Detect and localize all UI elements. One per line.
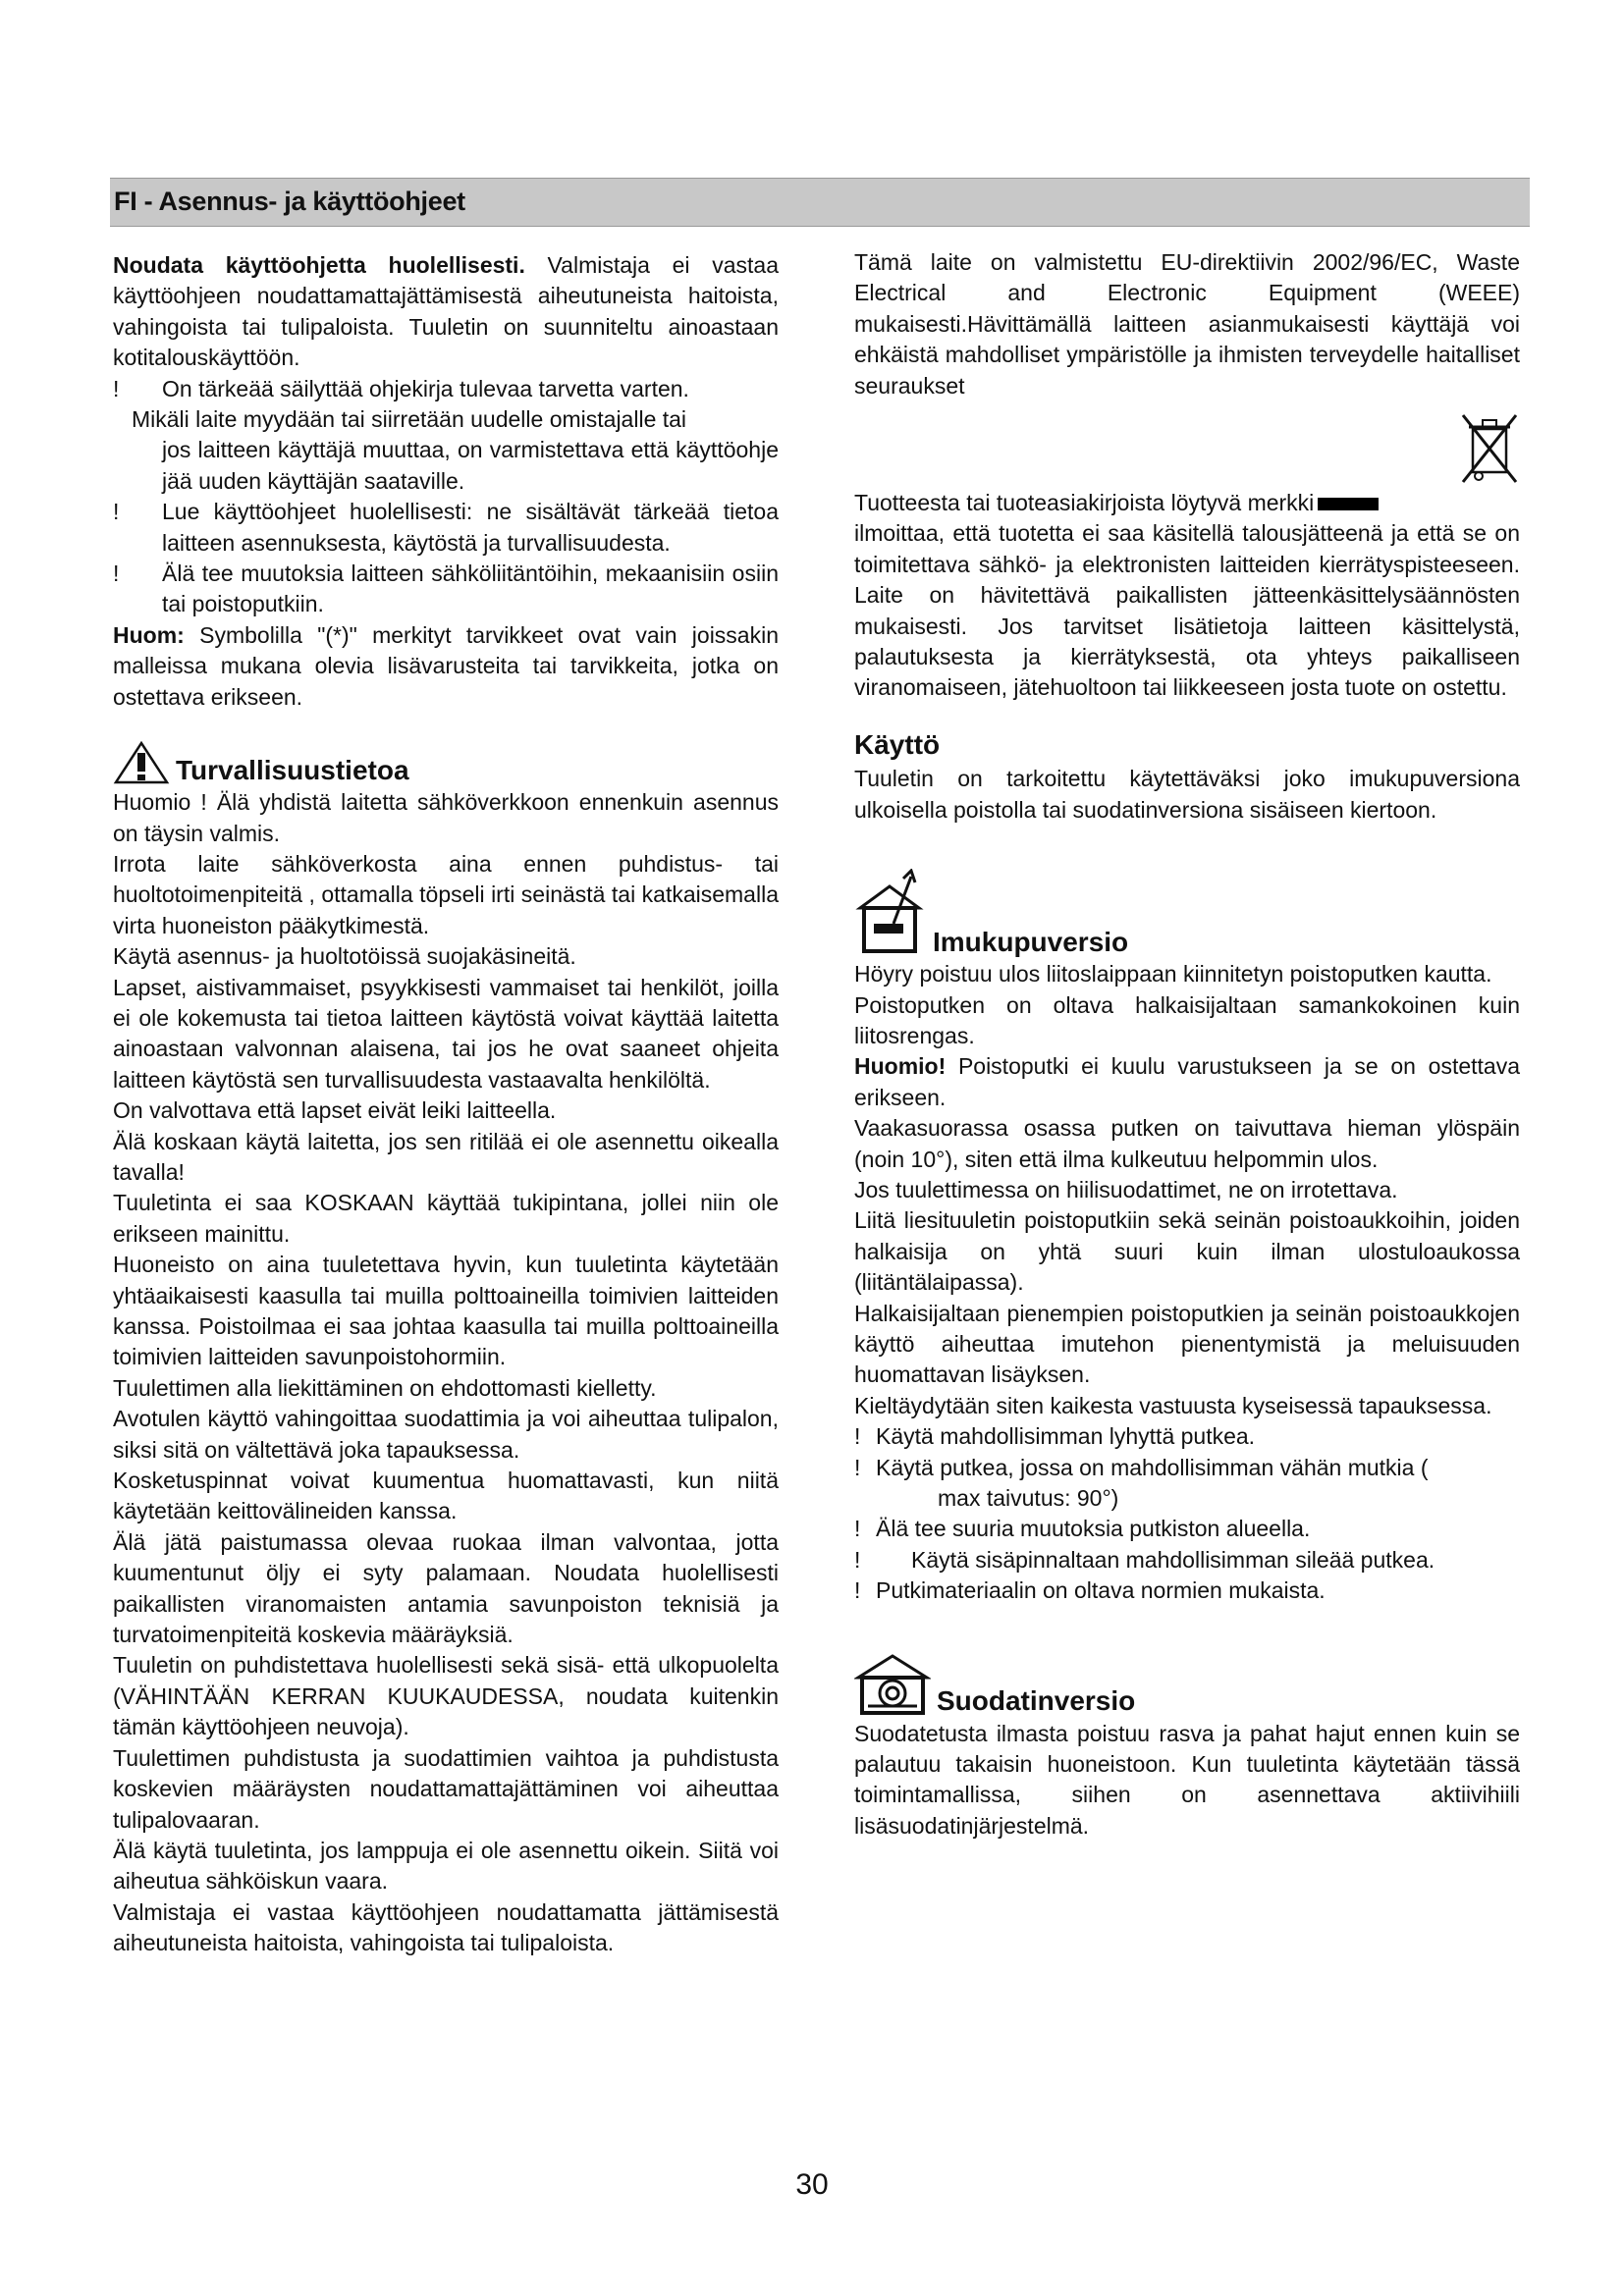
- imu-heading: [854, 869, 1520, 957]
- imu-bullet-text: Käytä mahdollisimman lyhyttä putkea.: [876, 1423, 1256, 1450]
- safety-paragraphs: [113, 787, 779, 1958]
- safety-paragraph: Kosketuspinnat voivat kuumentua huomattavasti, kun niitä käytetään keittovälineiden kanssa.: [113, 1468, 779, 1524]
- imu-bullet: [854, 1545, 1520, 1575]
- imu-bullet-text: Käytä putkea, jossa on mahdollisimman vähän mutkia (: [876, 1454, 1429, 1480]
- black-bar-symbol: [1318, 498, 1379, 510]
- imu-paragraph: Vaakasuorassa osassa putken on taivuttava hieman ylöspäin (noin 10°), siten että ilma kulkeutuu helpommin ulos.: [854, 1115, 1520, 1172]
- warning-triangle-icon: [113, 740, 170, 785]
- bullet-mark: !: [113, 375, 120, 401]
- imu-bullet-text: Käytä sisäpinnaltaan mahdollisimman sileää putkea.: [911, 1546, 1435, 1573]
- bullet-mark: !: [113, 561, 120, 587]
- safety-heading: [113, 740, 779, 785]
- kaytto-paragraph: Tuuletin on tarkoitettu käytettäväksi joko imukupuversiona ulkoisella poistolla tai suodatinversiona sisäiseen kiertoon.: [854, 766, 1520, 823]
- weee-paragraph: Tämä laite on valmistettu EU-direktiivin 2002/96/EC, Waste Electrical and Electronic Equipment (WEEE) mukaisesti.Hävittämällä laitteen asianmukaisesti käyttäjä voi ehkäistä mahdolliset ympäristölle ja ihmisten terveydelle haitalliset seuraukset: [854, 249, 1520, 399]
- imu-title: Imukupuversio: [933, 926, 1129, 957]
- intro-bold: Noudata käyttöohjetta huolellisesti.: [113, 252, 525, 278]
- bullet-mark: !: [854, 1577, 861, 1604]
- note-text: Symbolilla "(*)" merkityt tarvikkeet ovat vain joissakin malleissa mukana olevia lisävarusteita tai tarvikkeita, jotka on ostettava erikseen.: [113, 621, 779, 710]
- imu-bullet: [854, 1514, 1520, 1544]
- safety-paragraph: Tuuletin on puhdistettava huolellisesti sekä sisä- että ulkopuolelta (VÄHINTÄÄN KERRAN KUUKAUDESSA, noudata kuitenkin tämän käyttöohjeen neuvoja).: [113, 1652, 779, 1740]
- safety-paragraph: On valvottava että lapset eivät leiki laitteella.: [113, 1097, 557, 1124]
- imu-paragraph: Jos tuulettimessa on hiilisuodattimet, ne on irrotettava.: [854, 1176, 1398, 1202]
- imu-bullet-text: Putkimateriaalin on oltava normien mukaista.: [876, 1577, 1326, 1604]
- bullet-text: On tärkeää säilyttää ohjekirja tulevaa tarvetta varten.: [162, 375, 689, 401]
- bullet-text: Lue käyttöohjeet huolellisesti: ne sisältävät tärkeää tietoa laitteen asennuksesta, käytöstä ja turvallisuudesta.: [162, 499, 779, 556]
- imu-paragraph: Poistoputken on oltava halkaisijaltaan samankokoinen kuin liitosrengas.: [854, 991, 1520, 1048]
- note-paragraph: [113, 620, 779, 713]
- bullet-continuation: jos laitteen käyttäjä muuttaa, on varmistettava että käyttöohje jää uuden käyttäjän saataville.: [162, 437, 779, 494]
- safety-paragraph: Lapset, aistivammaiset, psyykkisesti vammaiset tai henkilöt, joilla ei ole kokemusta tai tietoa laitteen käytöstä voivat käyttää laitetta ainoastaan valvonnan alaisena, tai jos he ovat saaneet ohjeita laitteen käytöstä sen turvallisuudesta vastaavalta henkilöltä.: [113, 974, 779, 1093]
- safety-paragraph: Tuulettimen puhdistusta ja suodattimien vaihtoa ja puhdistusta koskevien määräysten noudattamattajättäminen voi aiheuttaa tulipalovaaran.: [113, 1744, 779, 1833]
- imu-note: [854, 1051, 1520, 1113]
- merkki-paragraph: ilmoittaa, että tuotetta ei saa käsitellä talousjätteenä ja että se on toimitettava sähkö- ja elektronisten laitteiden kierrätyspisteeseen. Laite on hävitettävä paikallisten jätteenkäsittelysäännösten mukaisesti. Jos tarvitset lisätietoja laitteen käsittelystä, palautuksesta ja kierrätyksestä, ota yhteys paikalliseen viranomaiseen, jätehuoltoon tai liikkeeseen josta tuote on ostettu.: [854, 520, 1520, 701]
- bullet-mark: !: [854, 1454, 861, 1480]
- weee-symbol: [854, 409, 1520, 488]
- safety-paragraph: Älä koskaan käytä laitetta, jos sen ritilää ei ole asennettu oikealla tavalla!: [113, 1128, 779, 1185]
- kaytto-title: Käyttö: [854, 728, 941, 760]
- page-title: FI - Asennus- ja käyttöohjeet: [114, 187, 465, 216]
- header-bar: [110, 178, 1530, 227]
- safety-paragraph: Irrota laite sähköverkosta aina ennen puhdistus- tai huoltotoimenpiteitä , ottamalla töpseli irti seinästä tai katkaisemalla virta huoneiston pääkytkimestä.: [113, 850, 779, 938]
- bullet-item: [113, 559, 779, 620]
- safety-title: Turvallisuustietoa: [176, 754, 409, 785]
- bullet-mark: !: [854, 1516, 861, 1542]
- bullet-item: [113, 374, 779, 404]
- house-with-outlet-icon: [854, 869, 927, 957]
- safety-paragraph: Avotulen käyttö vahingoittaa suodattimia ja voi aiheuttaa tulipalon, siksi sitä on vältettävä joka tapauksessa.: [113, 1406, 779, 1463]
- safety-paragraph: Älä käytä tuuletinta, jos lamppuja ei ole asennettu oikein. Siitä voi aiheutua sähköiskun vaara.: [113, 1837, 779, 1895]
- safety-paragraph: Älä jätä paistumassa olevaa ruokaa ilman valvontaa, jotta kuumentunut öljy ei syty palamaan. Noudata huolellisesti paikallisten viranomaisten antamia savunpoiston teknisiä ja turvatoimenpiteitä koskevia määräyksiä.: [113, 1528, 779, 1648]
- merkki-text: Tuotteesta tai tuoteasiakirjoista löytyvä merkki: [854, 490, 1315, 516]
- safety-paragraph: Tuuletinta ei saa KOSKAAN käyttää tukipintana, jollei niin ole erikseen mainittu.: [113, 1190, 779, 1247]
- imu-bullet-text: Älä tee suuria muutoksia putkiston alueella.: [876, 1516, 1311, 1542]
- right-column: [854, 247, 1520, 1842]
- house-with-recirculation-icon: [854, 1652, 931, 1717]
- note-label: Huom:: [113, 621, 185, 648]
- bullet-mark: !: [854, 1546, 861, 1573]
- imu-paragraph: Höyry poistuu ulos liitoslaippaan kiinnitetyn poistoputken kautta.: [854, 961, 1492, 988]
- imu-paragraph: Kieltäydytään siten kaikesta vastuusta kyseisessä tapauksessa.: [854, 1392, 1492, 1418]
- bullet-text: Älä tee muutoksia laitteen sähköliitäntöihin, mekaanisiin osiin tai poistoputkiin.: [162, 561, 779, 617]
- bullet-mark: !: [113, 499, 120, 525]
- intro-paragraph: [113, 250, 779, 374]
- suod-paragraph: Suodatetusta ilmasta poistuu rasva ja pahat hajut ennen kuin se palautuu takaisin huoneistoon. Kun tuuletinta käytetään tässä toimintamallissa, siihen on asennettava aktiivihiili lisäsuodatinjärjestelmä.: [854, 1720, 1520, 1839]
- imu-bullet-continuation: max taivutus: 90°): [938, 1485, 1119, 1511]
- merkki-paragraph-start: [854, 488, 1520, 518]
- bullet-continuation: Mikäli laite myydään tai siirretään uudelle omistajalle tai: [132, 406, 687, 433]
- suod-heading: [854, 1652, 1520, 1717]
- suod-title: Suodatinversio: [937, 1685, 1136, 1717]
- intro-text: Valmistaja ei vastaa käyttöohjeen noudattamattajättämisestä aiheutuneista haitoista, vahingoista tai tulipaloista. Tuuletin on suunniteltu ainoastaan kotitalouskäyttöön.: [113, 252, 779, 371]
- safety-paragraph: Valmistaja ei vastaa käyttöohjeen noudattamatta jättämisestä aiheutuneista haitoista, vahingoista tai tulipaloista.: [113, 1898, 779, 1956]
- imu-paragraph: Halkaisijaltaan pienempien poistoputkien ja seinän poistoaukkojen käyttö aiheuttaa imutehon pienentymistä ja meluisuuden huomattavan lisäyksen.: [854, 1300, 1520, 1388]
- bullet-mark: !: [854, 1423, 861, 1450]
- safety-paragraph: Huomio ! Älä yhdistä laitetta sähköverkkoon ennenkuin asennus on täysin valmis.: [113, 789, 779, 846]
- imu-bullet: [854, 1453, 1520, 1483]
- imu-paragraph: Liitä liesituuletin poistoputkiin sekä seinän poistoaukkoihin, joiden halkaisija on yhtä suuri kuin ilman ulostuloaukossa (liitäntälaipassa).: [854, 1207, 1520, 1296]
- page-number: 30: [795, 2168, 829, 2201]
- left-column: [113, 250, 779, 1959]
- bullet-item: [113, 497, 779, 559]
- crossed-bin-icon: [1459, 409, 1520, 486]
- safety-paragraph: Käytä asennus- ja huoltotöissä suojakäsineitä.: [113, 943, 576, 970]
- imu-note-label: Huomio!: [854, 1053, 947, 1080]
- safety-paragraph: Tuulettimen alla liekittäminen on ehdottomasti kielletty.: [113, 1374, 657, 1401]
- safety-paragraph: Huoneisto on aina tuuletettava hyvin, kun tuuletinta käytetään yhtäaikaisesti kaasulla tai muilla polttoaineilla toimivien laitteiden kanssa. Poistoilmaa ei saa johtaa kaasulla tai muilla polttoaineilla toimivien laitteiden savunpoistohormiin.: [113, 1252, 779, 1370]
- imu-bullet: [854, 1575, 1520, 1606]
- imu-bullet: [854, 1421, 1520, 1452]
- imu-note-text: Poistoputki ei kuulu varustukseen ja se on ostettava erikseen.: [854, 1053, 1520, 1110]
